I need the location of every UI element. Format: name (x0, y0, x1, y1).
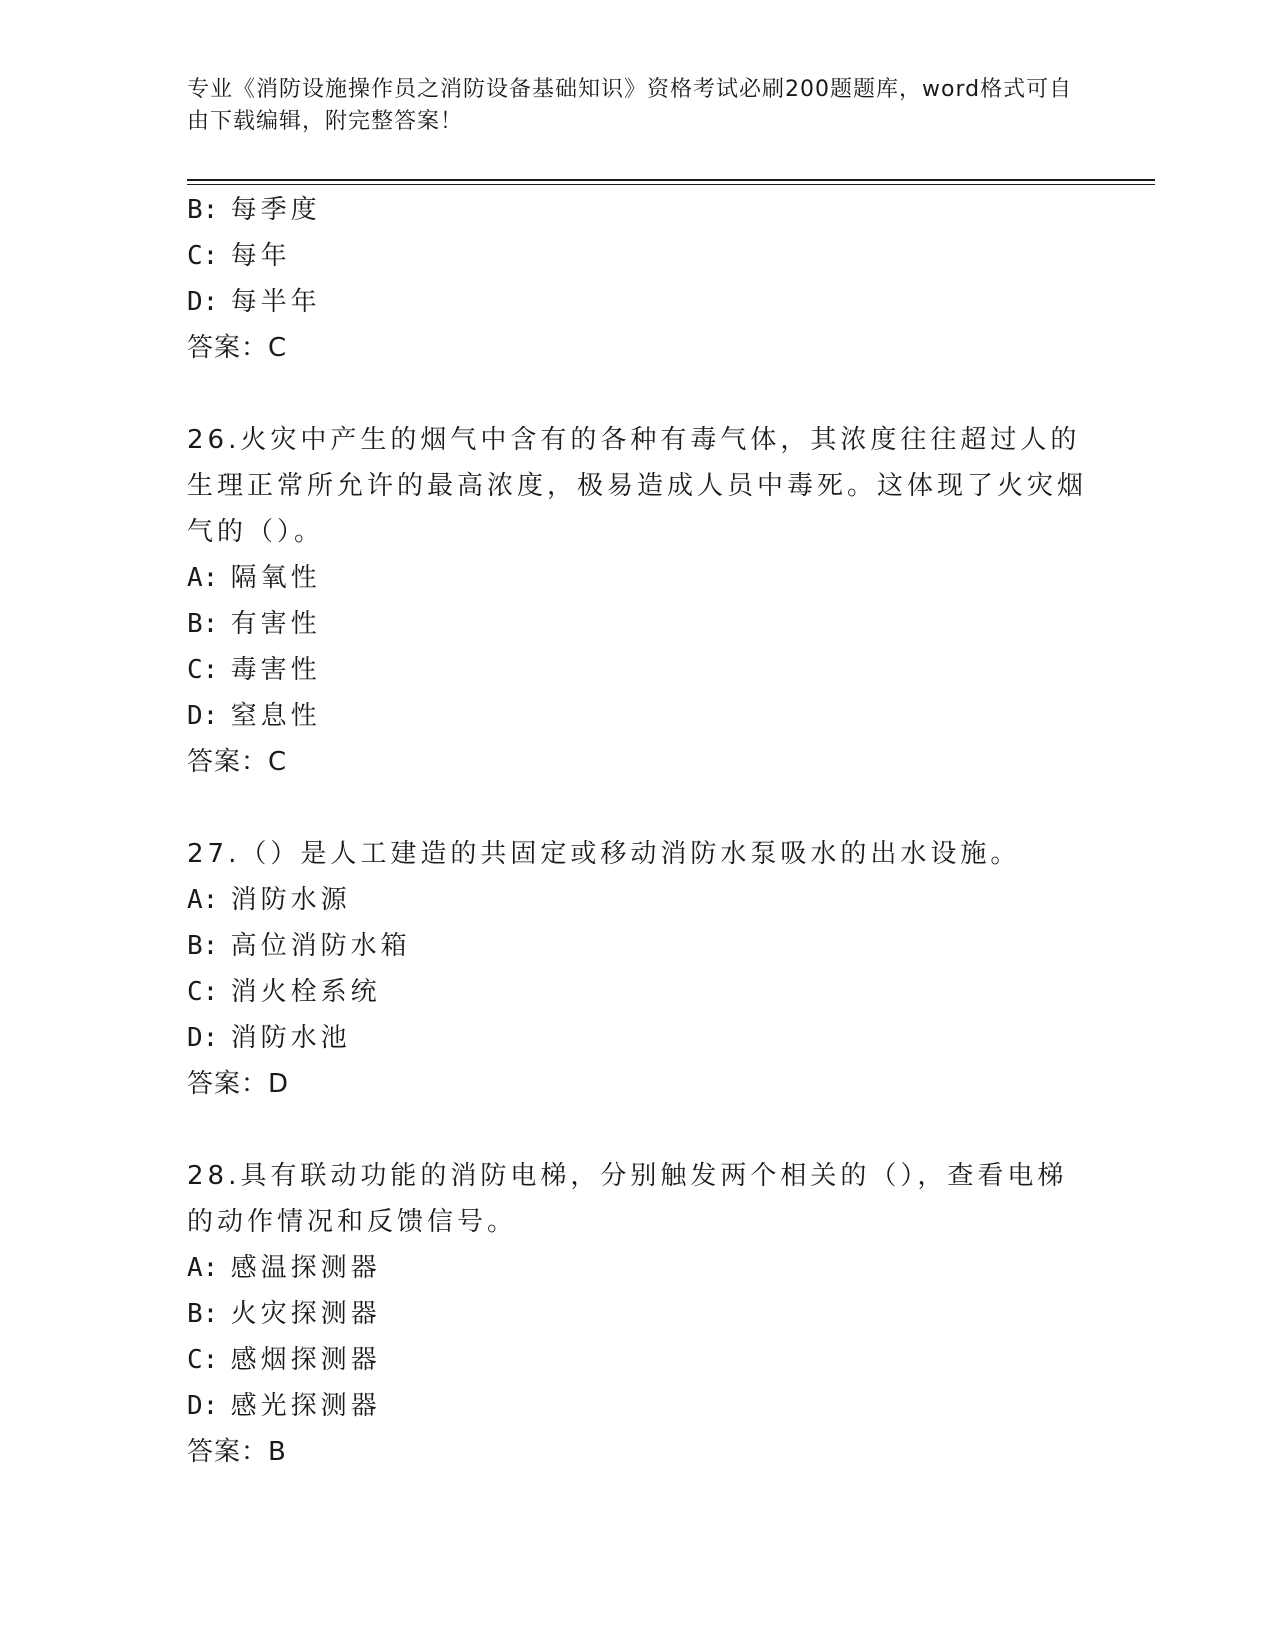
question-stem: 28.具有联动功能的消防电梯，分别触发两个相关的（），查看电梯的动作情况和反馈信号。 (187, 1161, 1068, 1237)
answer: 答案：C (187, 333, 288, 363)
header-rule-thick (187, 179, 1155, 181)
option-a: A: 消防水源 (187, 885, 351, 915)
option-b: B: 有害性 (187, 609, 321, 639)
answer: 答案：D (187, 1069, 290, 1099)
answer: 答案：C (187, 747, 288, 777)
option-b: B: 高位消防水箱 (187, 931, 411, 961)
option-d: D: 窒息性 (187, 701, 321, 731)
question-stem: 27.（）是人工建造的共固定或移动消防水泵吸水的出水设施。 (187, 839, 1021, 869)
option-d: D: 消防水池 (187, 1023, 351, 1053)
question-28 (187, 1153, 1087, 1475)
document-header: 专业《消防设施操作员之消防设备基础知识》资格考试必刷200题题库，word格式可自由下载编辑，附完整答案！ (187, 77, 1073, 134)
question-26 (187, 417, 1087, 785)
option-d: D: 每半年 (187, 287, 321, 317)
option-b: B: 每季度 (187, 195, 321, 225)
option-c: C: 每年 (187, 241, 291, 271)
question-stem: 26.火灾中产生的烟气中含有的各种有毒气体，其浓度往往超过人的生理正常所允许的最高浓度，极易造成人员中毒死。这体现了火灾烟气的（）。 (187, 425, 1088, 547)
question-27 (187, 831, 1087, 1107)
option-a: A: 感温探测器 (187, 1253, 381, 1283)
option-a: A: 隔氧性 (187, 563, 321, 593)
partial-question (187, 187, 1087, 371)
option-b: B: 火灾探测器 (187, 1299, 381, 1329)
answer: 答案：B (187, 1437, 287, 1467)
header-rule-thin (187, 184, 1155, 185)
option-c: C: 毒害性 (187, 655, 321, 685)
option-c: C: 消火栓系统 (187, 977, 381, 1007)
document-body (187, 187, 1087, 1475)
option-d: D: 感光探测器 (187, 1391, 381, 1421)
option-c: C: 感烟探测器 (187, 1345, 381, 1375)
